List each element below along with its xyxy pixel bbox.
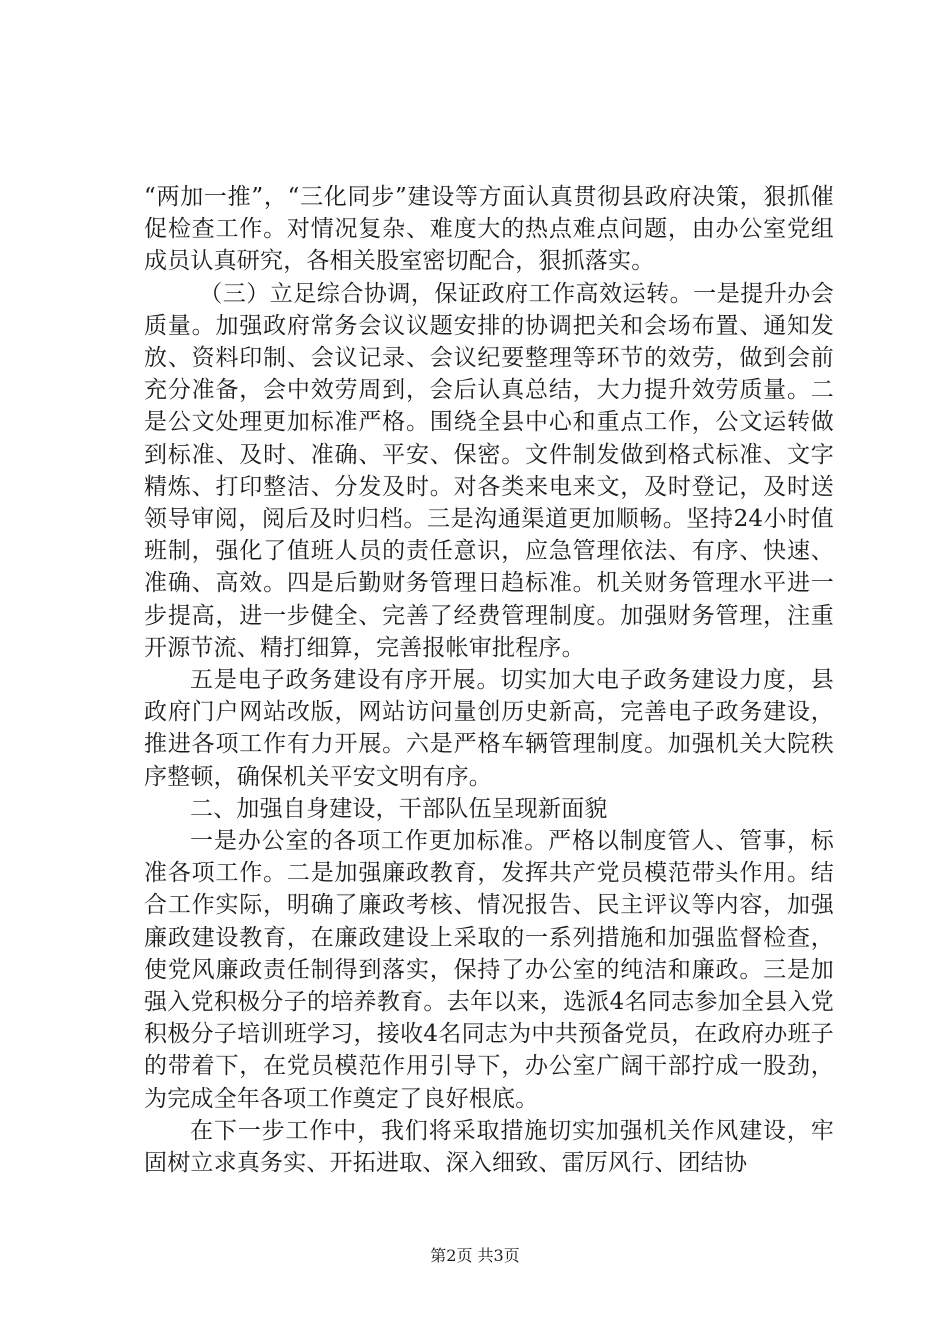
section-heading-self-building: 二、加强自身建设，干部队伍呈现新面貌 xyxy=(190,795,608,822)
paragraph-next-step: 在下一步工作中，我们将采取措施切实加强机关作风建设，牢固树立求真务实、开拓进取、深入细致、雷厉风行、团结协 xyxy=(144,1117,834,1177)
paragraph-e-government: 五是电子政务建设有序开展。切实加大电子政务建设力度，县政府门户网站改版，网站访问量创历史新高，完善电子政务建设，推进各项工作有力开展。六是严格车辆管理制度。加强机关大院秩序整顿，确保机关平安文明有序。 xyxy=(144,667,834,790)
document-body xyxy=(144,181,834,1179)
paragraph-coordination: （三）立足综合协调，保证政府工作高效运转。一是提升办会质量。加强政府常务会议议题安排的协调把关和会场布置、通知发放、资料印制、会议记录、会议纪要整理等环节的效劳，做到会前充分准备，会中效劳周到，会后认真总结，大力提升效劳质量。二是公文处理更加标准严格。围绕全县中心和重点工作，公文运转做到标准、及时、准确、平安、保密。文件制发做到格式标准、文字精炼、打印整洁、分发及时。对各类来电来文，及时登记，及时送领导审阅，阅后及时归档。三是沟通渠道更加顺畅。坚持24小时值班制，强化了值班人员的责任意识，应急管理依法、有序、快速、准确、高效。四是后勤财务管理日趋标准。机关财务管理水平进一步提高，进一步健全、完善了经费管理制度。加强财务管理，注重开源节流、精打细算，完善报帐审批程序。 xyxy=(144,280,834,661)
page-footer: 第2页 共3页 xyxy=(430,1246,520,1265)
paragraph-continuation: “两加一推”，“三化同步”建设等方面认真贯彻县政府决策，狠抓催促检查工作。对情况复杂、难度大的热点难点问题，由办公室党组成员认真研究，各相关股室密切配合，狠抓落实。 xyxy=(144,184,834,275)
paragraph-self-building: 一是办公室的各项工作更加标准。严格以制度管人、管事，标准各项工作。二是加强廉政教育，发挥共产党员模范带头作用。结合工作实际，明确了廉政考核、情况报告、民主评议等内容，加强廉政建设教育，在廉政建设上采取的一系列措施和加强监督检查，使党风廉政责任制得到落实，保持了办公室的纯洁和廉政。三是加强入党积极分子的培养教育。去年以来，选派4名同志参加全县入党积极分子培训班学习，接收4名同志为中共预备党员，在政府办班子的带着下，在党员模范作用引导下，办公室广阔干部拧成一股劲，为完成全年各项工作奠定了良好根底。 xyxy=(144,828,834,1112)
